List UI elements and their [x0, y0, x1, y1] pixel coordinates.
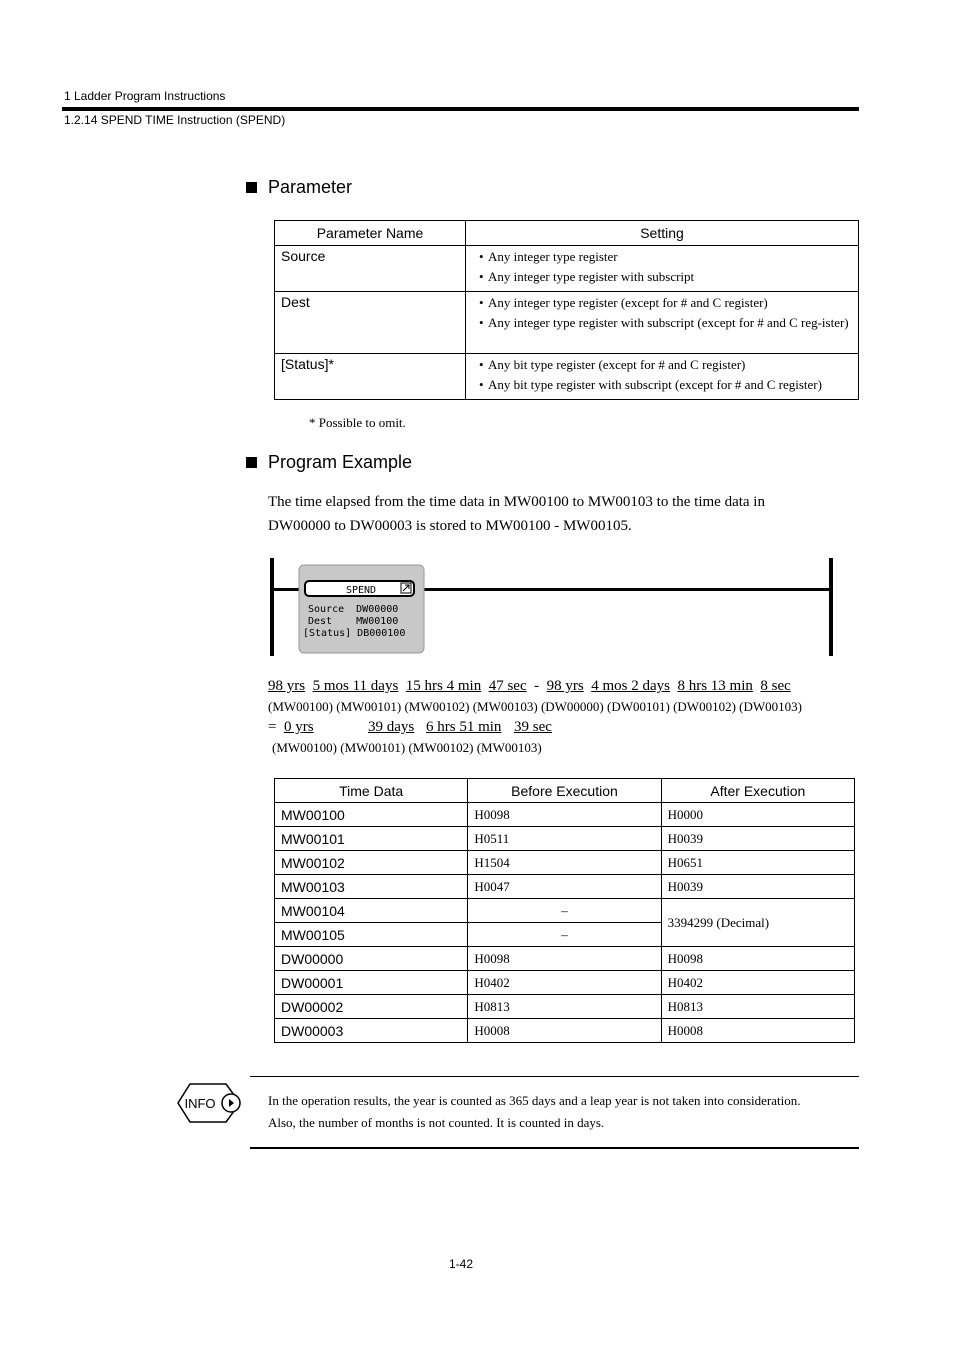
calc-line-1: [268, 678, 791, 695]
block-line-status: [Status] DB000100: [303, 628, 406, 639]
before-cell: –: [468, 899, 661, 923]
program-description: The time elapsed from the time data in MW00100 to MW00103 to the time data in DW00000 to DW00003 is stored to MW00100 - MW00105.: [268, 494, 765, 534]
left-power-rail: [270, 558, 274, 656]
rung-line: [424, 588, 829, 591]
register-cell: MW00104: [275, 899, 468, 923]
table-row: [275, 995, 855, 1019]
chapter-header: 1 Ladder Program Instructions: [64, 89, 226, 103]
param-name: Dest: [275, 292, 466, 354]
calc-lhs-sec: 47 sec: [488, 678, 527, 694]
register-cell: MW00100: [275, 803, 468, 827]
calc-rhs-months-days: 4 mos 2 days: [591, 678, 670, 694]
register-cell: DW00003: [275, 1019, 468, 1043]
calc-result-days: 39 days: [368, 719, 415, 735]
header-before-execution: Before Execution: [468, 779, 661, 803]
setting-item: Any bit type register with subscript (except for # and C register): [488, 377, 822, 392]
setting-item: Any integer type register (except for # and C register): [488, 295, 768, 310]
square-bullet-icon: [246, 182, 257, 193]
register-cell: MW00103: [275, 875, 468, 899]
spend-block[interactable]: [299, 565, 424, 653]
after-cell: H0039: [661, 875, 854, 899]
calc-result-line: [268, 719, 552, 736]
calc-equals: =: [268, 719, 277, 735]
parameter-heading-text: Parameter: [268, 177, 353, 197]
before-cell: H0098: [468, 803, 661, 827]
before-cell: H0813: [468, 995, 661, 1019]
table-row: [275, 875, 855, 899]
table-row: [275, 292, 859, 354]
calc-minus: -: [534, 678, 540, 694]
table-header-row: [275, 221, 859, 246]
param-setting: • Any integer type register (except for # and C register) • Any integer type register with subscript (except for # and C reg-ister): [466, 292, 859, 354]
header-setting: Setting: [466, 221, 859, 246]
info-icon-label: INFO: [184, 1096, 216, 1111]
calc-lhs-months-days: 5 mos 11 days: [312, 678, 399, 694]
after-cell: H0008: [661, 1019, 854, 1043]
info-top-rule: [250, 1076, 859, 1077]
block-line-dest: Dest MW00100: [308, 616, 399, 627]
before-cell: H1504: [468, 851, 661, 875]
before-cell: H0098: [468, 947, 661, 971]
calc-result-years: 0 yrs: [283, 719, 314, 735]
section-header: 1.2.14 SPEND TIME Instruction (SPEND): [64, 113, 286, 127]
before-cell: H0008: [468, 1019, 661, 1043]
param-name: [Status]*: [275, 354, 466, 400]
setting-item: Any integer type register with subscript (except for # and C reg-ister): [488, 315, 849, 330]
info-bottom-rule: [250, 1147, 859, 1149]
program-example-heading-text: Program Example: [268, 452, 413, 472]
info-icon: [176, 1082, 242, 1124]
program-example-heading: [246, 452, 412, 473]
calc-result-registers: (MW00100) (MW00101) (MW00102) (MW00103): [272, 740, 542, 755]
table-row: [275, 971, 855, 995]
param-setting: • Any integer type register • Any integer type register with subscript: [466, 246, 859, 292]
calc-rhs-hours-min: 8 hrs 13 min: [677, 678, 753, 694]
parameter-heading: [246, 177, 352, 198]
page-number: 1-42: [449, 1257, 474, 1271]
before-cell: –: [468, 923, 661, 947]
register-cell: DW00000: [275, 947, 468, 971]
footnote: * Possible to omit.: [309, 415, 406, 430]
header-parameter-name: Parameter Name: [275, 221, 466, 246]
calc-rhs-sec: 8 sec: [760, 678, 791, 694]
header-time-data: Time Data: [275, 779, 468, 803]
after-cell-merged: 3394299 (Decimal): [661, 899, 854, 947]
table-row: [275, 246, 859, 292]
calc-lhs-hours-min: 15 hrs 4 min: [405, 678, 482, 694]
calc-lhs-years: 98 yrs: [268, 678, 306, 694]
table-row: [275, 354, 859, 400]
info-line-2: Also, the number of months is not counted. It is counted in days.: [268, 1115, 605, 1130]
register-cell: MW00102: [275, 851, 468, 875]
calc-rhs-years: 98 yrs: [546, 678, 584, 694]
table-row: [275, 827, 855, 851]
register-cell: DW00001: [275, 971, 468, 995]
time-data-table: [274, 778, 855, 1043]
rung-line-left: [274, 588, 300, 591]
table-header-row: [275, 779, 855, 803]
header-after-execution: After Execution: [661, 779, 854, 803]
after-cell: H0098: [661, 947, 854, 971]
setting-item: Any integer type register with subscript: [488, 269, 695, 284]
table-row: [275, 899, 855, 923]
table-row: [275, 803, 855, 827]
after-cell: H0813: [661, 995, 854, 1019]
header-rule: [62, 107, 859, 111]
after-cell: H0039: [661, 827, 854, 851]
register-cell: DW00002: [275, 995, 468, 1019]
calc-register-line: (MW00100) (MW00101) (MW00102) (MW00103) (DW00000) (DW00101) (DW00102) (DW00103): [268, 699, 802, 714]
right-power-rail: [829, 558, 833, 656]
param-name: Source: [275, 246, 466, 292]
param-setting: • Any bit type register (except for # and C register) • Any bit type register with subscript (except for # and C register): [466, 354, 859, 400]
info-line-1: In the operation results, the year is counted as 365 days and a leap year is not taken into consideration.: [268, 1093, 801, 1108]
parameter-table: [274, 220, 859, 400]
ladder-diagram: [268, 556, 836, 658]
after-cell: H0402: [661, 971, 854, 995]
register-cell: MW00105: [275, 923, 468, 947]
setting-item: Any integer type register: [488, 249, 618, 264]
register-cell: MW00101: [275, 827, 468, 851]
before-cell: H0511: [468, 827, 661, 851]
info-text: [268, 1090, 858, 1134]
calc-result-hours-min: 6 hrs 51 min: [426, 719, 502, 735]
table-row: [275, 1019, 855, 1043]
before-cell: H0047: [468, 875, 661, 899]
square-bullet-icon: [246, 457, 257, 468]
block-line-source: Source DW00000: [308, 604, 399, 615]
table-row: [275, 947, 855, 971]
setting-item: Any bit type register (except for # and C register): [488, 357, 746, 372]
after-cell: H0651: [661, 851, 854, 875]
calc-result-sec: 39 sec: [514, 719, 552, 735]
block-title: SPEND: [345, 585, 377, 596]
before-cell: H0402: [468, 971, 661, 995]
table-row: [275, 851, 855, 875]
after-cell: H0000: [661, 803, 854, 827]
